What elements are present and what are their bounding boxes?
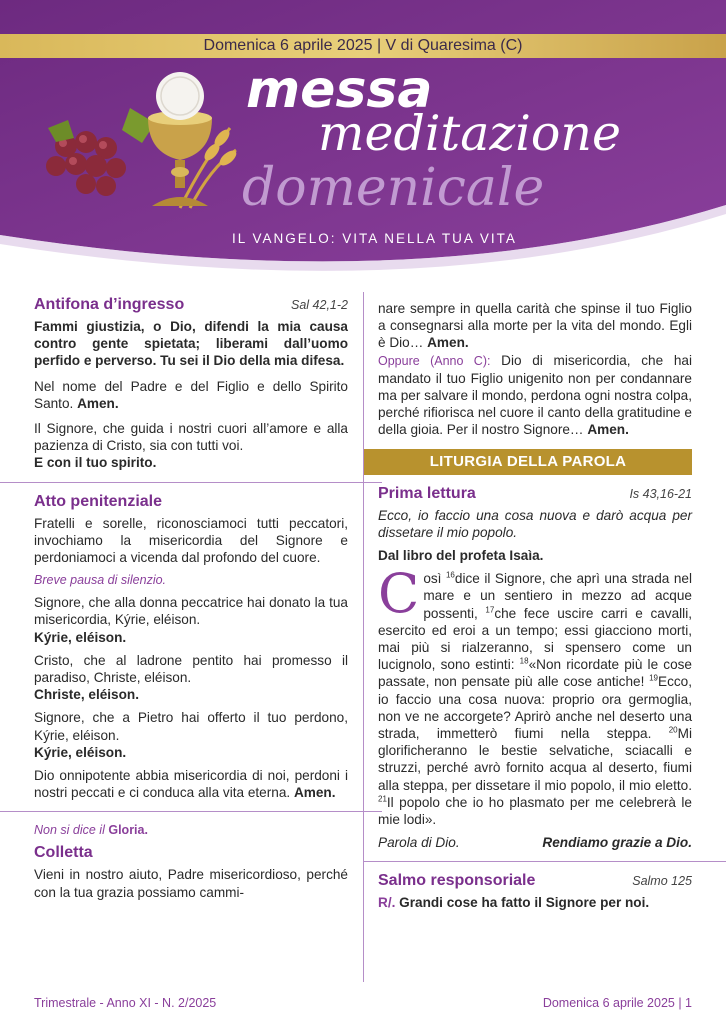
antifona-text: Fammi giustizia, o Dio, difendi la mia causa contro gente spietata; liberami dall’uomo perfido e perverso. Tu sei il Dio della mia difesa. — [34, 319, 348, 369]
amen-response: Amen. — [293, 785, 336, 801]
salmo-title: Salmo responsoriale — [378, 872, 536, 890]
masthead — [0, 0, 726, 290]
prima-lettura-ref: Is 43,16-21 — [629, 486, 692, 501]
pausa-rubric: Breve pausa di silenzio. — [34, 573, 167, 588]
saluto-response: E con il tuo spirito. — [34, 455, 157, 471]
prima-lettura-source: Dal libro del profeta Isaìa. — [378, 548, 544, 564]
nome-padre-text: Nel nome del Padre e del Figlio e dello Spirito Santo. Amen. — [34, 378, 348, 411]
salmo-header — [378, 872, 692, 890]
prima-lettura-body: Così $^{16}$dice il Signore, che aprì una strada nel mare e un sentiero in mezzo ad acque possenti, $^{17}$che fece uscire carri e cavalli, esercito ed eroi a un tempo; essi giacciono morti, mai più si rialzeranno, si spensero come un lucignolo, sono estinti: $^{18}$«Non ricordate più le cose passate, non pensate più alle cose antiche! $^{19}$Ecco, io faccio una cosa nuova: proprio ora germoglia, non ve ne accorgete? Aprirò anche nel deserto una strada, immetterò fiumi nella steppa. $^{20}$Mi glorificheranno le bestie selvatiche, sciacalli e struzzi, perché avrò fornito acqua al deserto, fiumi alla steppa, per dissetare il mio popolo, il mio eletto. $^{21}$Il popolo che io ho plasmato per me celebrerà le mie lodi». — [378, 562, 692, 828]
atto-intro: Fratelli e sorelle, riconosciamoci tutti peccatori, invochiamo la misericordia del Signore e perdoniamoci a vicenda dal profondo del cuore. — [34, 515, 348, 566]
salmo-ritornello: R/. Grandi cose ha fatto il Signore per noi. — [378, 895, 650, 911]
left-column — [34, 296, 348, 901]
rendiamo-grazie: Rendiamo grazie a Dio. — [542, 835, 692, 851]
prima-lettura-summary: Ecco, io faccio una cosa nuova e darò acqua per dissetare il mio popolo. — [378, 507, 692, 540]
invocation-2: Cristo, che al ladrone pentito hai promesso il paradiso, Christe, eléison. — [34, 652, 348, 686]
masthead-subtitle: IL VANGELO: VITA NELLA TUA VITA — [232, 231, 517, 246]
masthead-title-messa: messa — [246, 60, 433, 120]
right-column — [378, 300, 692, 912]
atto-title: Atto penitenziale — [34, 492, 163, 510]
prima-lettura-header — [378, 485, 692, 503]
invocation-3: Signore, che a Pietro hai offerto il tuo perdono, Kýrie, eléison. — [34, 710, 348, 743]
colletta-text-start: Vieni in nostro aiuto, Padre misericordioso, perché con la tua grazia possiamo cammi- — [34, 867, 348, 900]
colletta-header — [34, 844, 348, 862]
antifona-header — [34, 296, 348, 314]
date-liturgical-bar: Domenica 6 aprile 2025 | V di Quaresima (C) — [203, 37, 523, 54]
colletta-title: Colletta — [34, 844, 93, 862]
footer-issue: Trimestrale - Anno XI - N. 2/2025 — [34, 996, 217, 1010]
response-3: Kýrie, eléison. — [34, 744, 127, 760]
invocation-1: Signore, che alla donna peccatrice hai donato la tua misericordia, Kýrie, eléison. — [34, 595, 348, 628]
dropcap: C — [378, 562, 420, 626]
assoluzione-text: Dio onnipotente abbia misericordia di noi, perdoni i nostri peccati e ci conduca alla vita eterna. Amen. — [34, 768, 348, 801]
footer-page: Domenica 6 aprile 2025 | 1 — [542, 996, 692, 1010]
atto-header — [34, 493, 348, 511]
chalice-grapes-wheat-icon — [30, 68, 240, 218]
masthead-title-domenicale: domenicale — [242, 158, 545, 218]
oppure-text: Oppure (Anno C): Dio di misericordia, che hai mandato il tuo Figlio unigenito non per condannare ma per salvare il mondo, perdona ogni nostra colpa, perché rifiorisca nel cuore il canto della gratitudine e della gioia. Per il nostro Signore… Amen. — [378, 352, 692, 438]
prima-lettura-title: Prima lettura — [378, 484, 476, 502]
column-divider — [363, 292, 364, 982]
response-1: Kýrie, eléison. — [34, 629, 127, 645]
antifona-ref: Sal 42,1-2 — [291, 298, 348, 312]
gloria-rubric: Non si dice il Gloria. — [34, 823, 148, 838]
salmo-ref: Salmo 125 — [632, 874, 692, 889]
amen-response: Amen. — [77, 395, 119, 411]
saluto-text: Il Signore, che guida i nostri cuori all’amore e alla pazienza di Cristo, sia con tutti voi. — [34, 421, 348, 454]
liturgia-band: LITURGIA DELLA PAROLA — [364, 449, 692, 475]
colletta-text-end: nare sempre in quella carità che spinse il tuo Figlio a consegnarsi alla morte per la vita del mondo. Egli è Dio… Amen. — [378, 301, 692, 351]
response-2: Christe, eléison. — [34, 687, 140, 703]
antifona-title: Antifona d’ingresso — [34, 296, 185, 313]
parola-di-dio-row — [378, 834, 692, 851]
parola-di-dio: Parola di Dio. — [378, 835, 460, 851]
masthead-title-meditazione: meditazione — [318, 105, 621, 162]
